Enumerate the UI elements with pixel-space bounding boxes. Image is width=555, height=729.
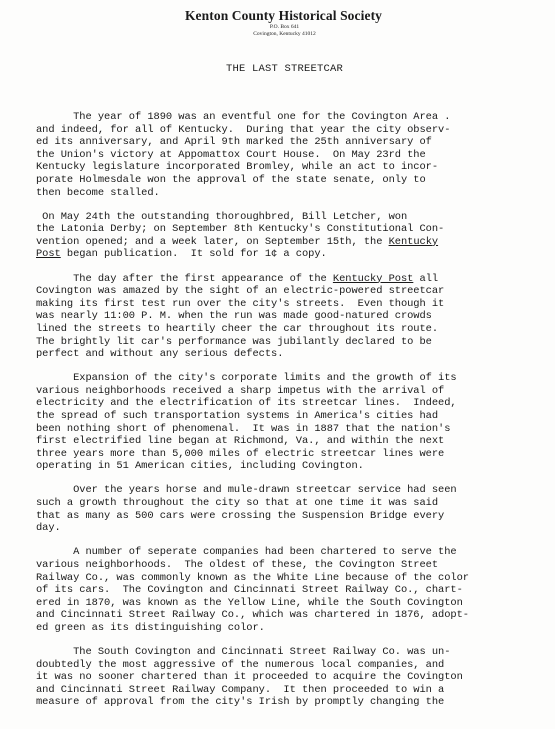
text-line: [36, 410, 548, 423]
text-segment: electricity and the electrification of its streetcar lines. Indeed,: [36, 397, 457, 410]
text-segment: the Latonia Derby; on September 8th Kentucky's Constitutional Con-: [36, 223, 445, 236]
address-po-box: P.O. Box 641: [269, 24, 300, 30]
text-line: [36, 372, 548, 385]
text-segment: of its cars. The Covington and Cincinnati Street Railway Co., chart-: [36, 584, 463, 597]
text-line: [36, 696, 548, 709]
text-line: [36, 435, 548, 448]
text-segment: was nearly 11:00 P. M. when the run was made good-natured crowds: [36, 310, 432, 323]
paragraph: [36, 372, 548, 473]
text-line: [36, 161, 548, 174]
text-line: [36, 136, 548, 149]
underlined-title: Post: [36, 248, 61, 261]
text-segment: On May 24th the outstanding thoroughbred, Bill Letcher, won: [36, 210, 408, 223]
text-segment: Expansion of the city's corporate limits and the growth of its: [36, 372, 457, 385]
text-segment: first electrified line began at Richmond, Va., and within the next: [36, 435, 445, 448]
text-segment: Kentucky legislature incorporated Bromley, while an act to incor-: [36, 161, 439, 174]
paragraph: [36, 273, 548, 361]
text-line: [36, 684, 548, 697]
text-line: [36, 211, 548, 224]
text-segment: various neighborhoods. The oldest of these, the Covington Street: [36, 558, 439, 571]
text-segment: and Cincinnati Street Railway Company. It then proceeded to win a: [36, 683, 445, 696]
text-line: [36, 597, 548, 610]
text-segment: doubtedly the most aggressive of the numerous local companies, and: [36, 658, 445, 671]
text-line: [36, 111, 548, 124]
text-line: [36, 187, 548, 200]
text-segment: The day after the first appearance of the: [36, 272, 333, 285]
text-line: [36, 149, 548, 162]
text-line: [36, 622, 548, 635]
text-line: [36, 336, 548, 349]
text-line: [36, 546, 548, 559]
text-segment: perfect and without any serious defects.: [36, 348, 284, 361]
text-line: [36, 609, 548, 622]
text-segment: lined the streets to heartily cheer the car throughout its route.: [36, 322, 439, 335]
text-line: [36, 584, 548, 597]
text-segment: been nothing short of phenomenal. It was in 1887 that the nation's: [36, 422, 451, 435]
text-line: [36, 460, 548, 473]
text-segment: three years more than 5,000 miles of electric streetcar lines were: [36, 447, 445, 460]
text-segment: and indeed, for all of Kentucky. During that year the city observ-: [36, 123, 451, 136]
text-segment: The South Covington and Cincinnati Street Railway Co. was un-: [36, 645, 451, 658]
text-segment: vention opened; and a week later, on September 15th, the: [36, 235, 389, 248]
text-segment: then become stalled.: [36, 186, 160, 199]
paragraph: [36, 546, 548, 634]
text-line: [36, 124, 548, 137]
text-line: [36, 223, 548, 236]
text-line: [36, 448, 548, 461]
text-line: [36, 248, 548, 261]
text-line: [36, 273, 548, 286]
underlined-title: Kentucky Post: [332, 272, 414, 285]
letterhead: [0, 8, 555, 38]
text-segment: began publication. It sold for 1¢ a copy.: [60, 248, 327, 261]
text-segment: The year of 1890 was an eventful one for the Covington Area .: [36, 111, 451, 123]
text-line: [36, 385, 548, 398]
address-city: Covington, Kentucky 41012: [253, 31, 316, 37]
society-name: Kenton County Historical Society: [184, 8, 383, 23]
text-segment: the Union's victory at Appomattox Court House. On May 23rd the: [36, 148, 426, 161]
text-segment: The brightly lit car's performance was jubilantly declared to be: [36, 335, 432, 348]
text-segment: day.: [36, 522, 61, 535]
text-line: [36, 423, 548, 436]
document-body: [36, 111, 548, 720]
text-line: [36, 572, 548, 585]
text-segment: such a growth throughout the city so that at one time it was said: [36, 497, 439, 510]
text-segment: Over the years horse and mule-drawn streetcar service had seen: [36, 484, 457, 497]
text-line: [36, 174, 548, 187]
text-segment: ed green as its distinguishing color.: [36, 621, 265, 634]
text-segment: it was no sooner chartered than it proceeded to acquire the Covington: [36, 671, 463, 684]
document-title: THE LAST STREETCAR: [225, 63, 344, 75]
underlined-title: Kentucky: [388, 235, 439, 248]
text-segment: all: [413, 272, 439, 285]
text-line: [36, 522, 548, 535]
text-segment: the spread of such transportation systems in America's cities had: [36, 409, 439, 422]
text-segment: ed its anniversary, and April 9th marked the 25th anniversary of: [36, 136, 432, 149]
paragraph: [36, 484, 548, 534]
text-segment: making its first test run over the city's streets. Even though it: [36, 297, 445, 310]
text-line: [36, 510, 548, 523]
text-line: [36, 298, 548, 311]
text-segment: Railway Co., was commonly known as the White Line because of the color: [36, 571, 469, 584]
text-line: [36, 484, 548, 497]
text-line: [36, 671, 548, 684]
text-line: [36, 497, 548, 510]
text-line: [36, 285, 548, 298]
text-line: [36, 310, 548, 323]
paragraph: [36, 111, 548, 199]
text-segment: that as many as 500 cars were crossing the Suspension Bridge every: [36, 509, 445, 522]
paragraph: [36, 211, 548, 261]
text-line: [36, 323, 548, 336]
text-line: [36, 397, 548, 410]
text-segment: various neighborhoods received a sharp impetus with the arrival of: [36, 384, 445, 397]
text-segment: and Cincinnati Street Railway Co., which was chartered in 1876, adopt-: [36, 609, 469, 622]
text-line: [36, 236, 548, 249]
text-segment: A number of seperate companies had been chartered to serve the: [36, 546, 457, 559]
text-line: [36, 659, 548, 672]
text-segment: ered in 1870, was known as the Yellow Line, while the South Covington: [36, 596, 463, 609]
text-line: [36, 559, 548, 572]
text-segment: operating in 51 American cities, including Covington.: [36, 460, 364, 473]
text-line: [36, 646, 548, 659]
text-segment: measure of approval from the city's Irish by promptly changing the: [36, 696, 445, 709]
text-segment: Covington was amazed by the sight of an electric-powered streetcar: [36, 285, 445, 298]
text-segment: porate Holmesdale won the approval of the state senate, only to: [36, 173, 426, 186]
paragraph: [36, 646, 548, 709]
text-line: [36, 348, 548, 361]
